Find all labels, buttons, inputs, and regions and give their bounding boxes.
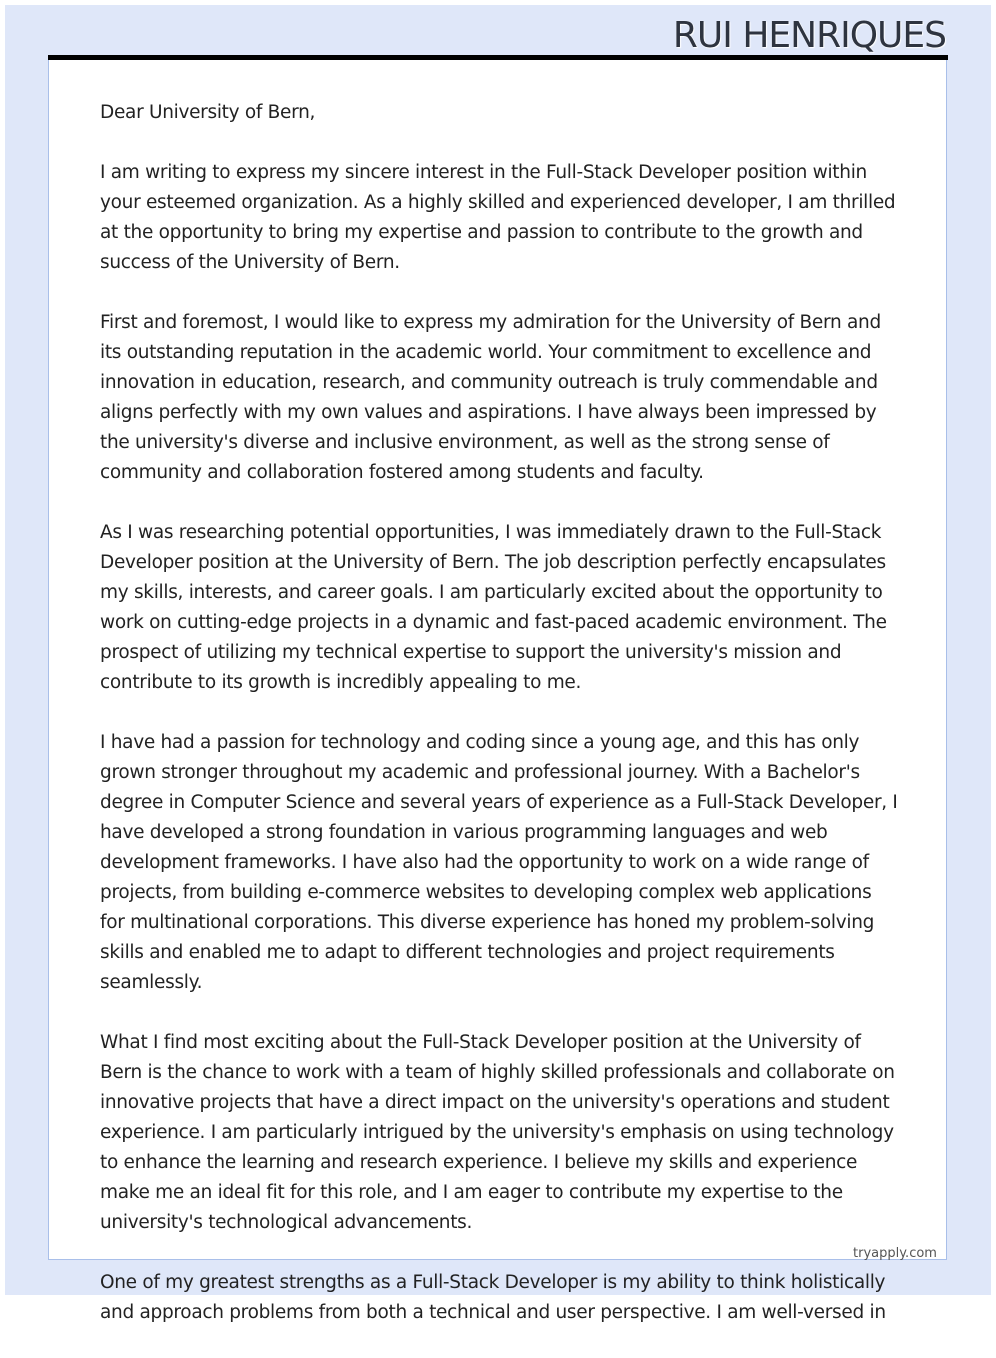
letter-paragraph-2: First and foremost, I would like to express my admiration for the University of Bern and its outstanding reputation in the academic world. Your commitment to excellence and innovation in education, research, and community outreach is truly commendable and aligns perfectly with my own values and aspirations. I have always been impressed by the university's diverse and inclusive environment, as well as the strong sense of community and collaboration fostered among students and faculty. bbox=[100, 312, 881, 483]
letter-body bbox=[100, 98, 900, 1358]
letter-paragraph-4: I have had a passion for technology and coding since a young age, and this has only grown stronger throughout my academic and professional journey. With a Bachelor's degree in Computer Science and several years of experience as a Full-Stack Developer, I have developed a strong foundation in various programming languages and web development frameworks. I have also had the opportunity to work on a wide range of projects, from building e-commerce websites to developing complex web applications for multinational corporations. This diverse experience has honed my problem-solving skills and enabled me to adapt to different technologies and project requirements seamlessly. bbox=[100, 732, 898, 993]
letter-paragraph-1: I am writing to express my sincere interest in the Full-Stack Developer position within your esteemed organization. As a highly skilled and experienced developer, I am thrilled at the opportunity to bring my expertise and passion to contribute to the growth and success of the University of Bern. bbox=[100, 162, 896, 273]
letter-paragraph-5: What I find most exciting about the Full-Stack Developer position at the University of Bern is the chance to work with a team of highly skilled professionals and collaborate on innovative projects that have a direct impact on the university's operations and student experience. I am particularly intrigued by the university's emphasis on using technology to enhance the learning and research experience. I believe my skills and experience make me an ideal fit for this role, and I am eager to contribute my expertise to the university's technological advancements. bbox=[100, 1032, 895, 1233]
letter-salutation: Dear University of Bern, bbox=[100, 102, 316, 123]
applicant-name: RUI HENRIQUES bbox=[672, 15, 946, 56]
letter-paragraph-6: One of my greatest strengths as a Full-Stack Developer is my ability to think holistically and approach problems from both a technical and user perspective. I am well-versed in bbox=[100, 1272, 886, 1323]
watermark-link[interactable]: tryapply.com bbox=[853, 1246, 937, 1261]
letter-paragraph-3: As I was researching potential opportunities, I was immediately drawn to the Full-Stack Developer position at the University of Bern. The job description perfectly encapsulates my skills, interests, and career goals. I am particularly excited about the opportunity to work on cutting-edge projects in a dynamic and fast-paced academic environment. The prospect of utilizing my technical expertise to support the university's mission and contribute to its growth is incredibly appealing to me. bbox=[100, 522, 887, 693]
